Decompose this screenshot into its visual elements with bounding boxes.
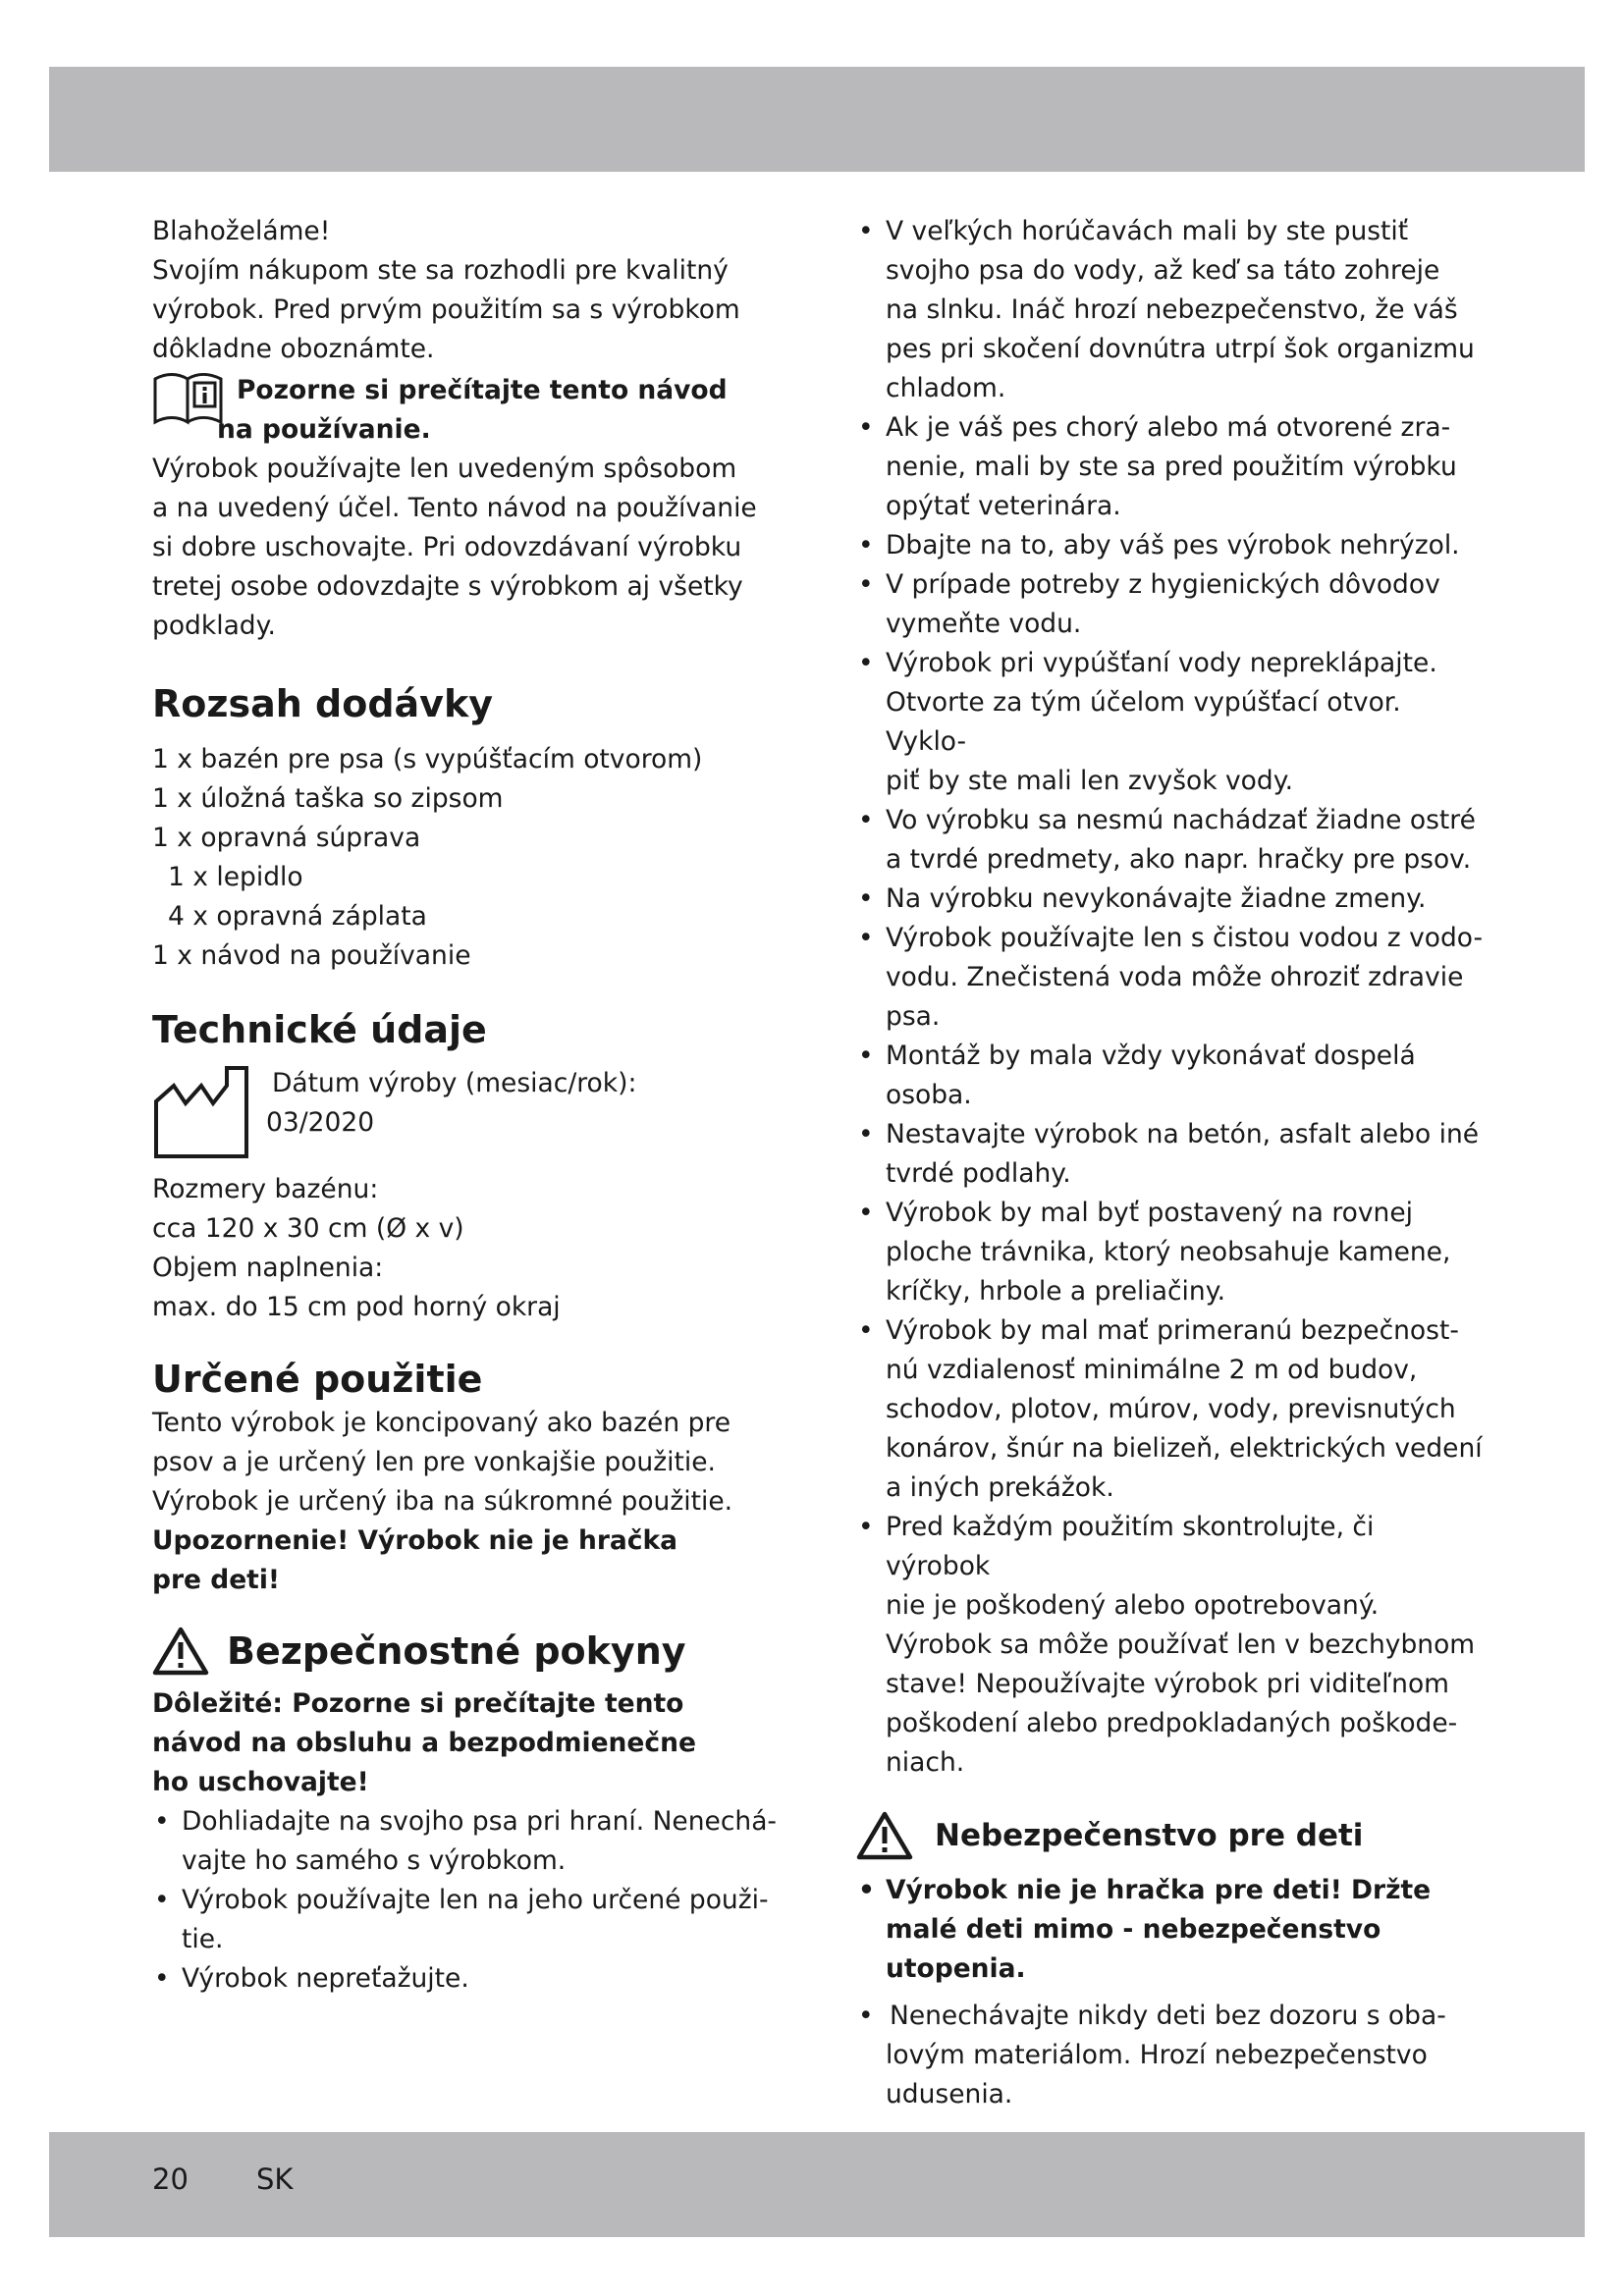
safety-item-line: na slnku. Ináč hrozí nebezpečenstvo, že váš xyxy=(886,294,1458,325)
children-bold-line: utopenia. xyxy=(886,1953,1026,1984)
safety-item-line: pes pri skočení dovnútra utrpí šok organizmu xyxy=(886,334,1475,364)
safety-item-line: • Výrobok nepreťažujte. xyxy=(182,1963,469,1994)
safety-heading: Bezpečnostné pokyny xyxy=(227,1629,686,1673)
children-bold-line: • Výrobok nie je hračka pre deti! Držte xyxy=(886,1875,1432,1905)
safety-item-line: piť by ste mali len zvyšok vody. xyxy=(886,766,1294,796)
safety-heading-row xyxy=(152,1626,781,1677)
safety-item-line: • Pred každým použitím skontrolujte, či výrobok xyxy=(886,1512,1375,1581)
scope-heading: Rozsah dodávky xyxy=(152,682,493,725)
intro-line: výrobok. Pred prvým použitím sa s výrobkom xyxy=(152,294,740,325)
safety-item-line: nie je poškodený alebo opotrebovaný. xyxy=(886,1590,1380,1621)
safety-item-line: • Výrobok by mal mať primeranú bezpečnost- xyxy=(886,1315,1459,1346)
children-heading: Nebezpečenstvo pre deti xyxy=(935,1818,1364,1853)
safety-item xyxy=(856,919,1485,1037)
date-label: Dátum výroby (mesiac/rok): xyxy=(272,1068,637,1098)
safety-item xyxy=(856,1037,1485,1115)
scope-item: 4 x opravná záplata xyxy=(168,901,427,932)
safety-item-line: stave! Nepoužívajte výrobok pri viditeľnom xyxy=(886,1669,1449,1699)
safety-item xyxy=(856,1311,1485,1508)
usage-note-line: a na uvedený účel. Tento návod na používanie xyxy=(152,493,757,523)
safety-item-line: chladom. xyxy=(886,373,1006,403)
safety-item xyxy=(152,1881,781,1959)
intended-use-line: Výrobok je určený iba na súkromné použitie. xyxy=(152,1486,733,1517)
spec-line: cca 120 x 30 cm (Ø x v) xyxy=(152,1213,464,1244)
warning-triangle-icon xyxy=(856,1810,913,1861)
safety-item-line: tvrdé podlahy. xyxy=(886,1158,1071,1189)
usage-note-line: podklady. xyxy=(152,611,276,641)
safety-item-line: poškodení alebo predpokladaných poškode- xyxy=(886,1708,1458,1738)
children-bold-list xyxy=(856,1871,1485,1989)
spec-line: Rozmery bazénu: xyxy=(152,1174,379,1204)
safety-item-line: • Dohliadajte na svojho psa pri hraní. Nenechá- xyxy=(182,1806,777,1837)
safety-item-line: konárov, šnúr na bielizeň, elektrických vedení xyxy=(886,1433,1483,1464)
notice-line: Pozorne si prečítajte tento návod xyxy=(237,375,728,405)
left-column xyxy=(152,212,781,1999)
children-line: udusenia. xyxy=(886,2079,1013,2109)
important-line: návod na obsluhu a bezpodmienečne xyxy=(152,1728,696,1758)
right-safety-list xyxy=(856,212,1485,1783)
usage-note-line: si dobre uschovajte. Pri odovzdávaní výrobku xyxy=(152,532,742,562)
safety-item-line: Otvorte za tým účelom vypúšťací otvor. Vyklo- xyxy=(886,687,1401,757)
safety-item-line: psa. xyxy=(886,1001,941,1032)
safety-item-line: • Výrobok by mal byť postavený na rovnej xyxy=(886,1198,1414,1228)
children-list xyxy=(856,1997,1485,2114)
usage-note-line: Výrobok používajte len uvedeným spôsobom xyxy=(152,454,737,484)
safety-item xyxy=(856,801,1485,880)
safety-item xyxy=(856,526,1485,565)
safety-item-line: niach. xyxy=(886,1747,965,1778)
safety-item-line: ploche trávnika, ktorý neobsahuje kamene, xyxy=(886,1237,1451,1267)
safety-item xyxy=(856,1194,1485,1311)
children-item xyxy=(856,1997,1485,2114)
safety-item-line: • V veľkých horúčavách mali by ste pustiť xyxy=(886,216,1409,246)
safety-item-line: • Vo výrobku sa nesmú nachádzať žiadne ostré xyxy=(886,805,1476,835)
notice-line: na používanie. xyxy=(217,414,431,445)
safety-item xyxy=(856,565,1485,644)
safety-item xyxy=(152,1959,781,1999)
technical-heading: Technické údaje xyxy=(152,1008,487,1051)
safety-item-line: vymeňte vodu. xyxy=(886,609,1082,639)
page-number: 20 xyxy=(152,2163,189,2196)
toy-warning: pre deti! xyxy=(152,1565,281,1595)
spec-line: Objem naplnenia: xyxy=(152,1253,384,1283)
safety-item-line: osoba. xyxy=(886,1080,972,1110)
safety-item-line: opýtať veterinára. xyxy=(886,491,1121,521)
scope-item: 1 x návod na používanie xyxy=(152,940,471,971)
safety-item-line: • Výrobok používajte len s čistou vodou z vodo- xyxy=(886,923,1484,953)
warning-triangle-icon xyxy=(152,1626,209,1677)
children-heading-row xyxy=(856,1810,1485,1861)
intro-line: Svojím nákupom ste sa rozhodli pre kvalitný xyxy=(152,255,729,286)
safety-item-line: kríčky, hrbole a preliačiny. xyxy=(886,1276,1226,1307)
safety-item xyxy=(856,880,1485,919)
language-code: SK xyxy=(256,2163,294,2196)
header-bar xyxy=(49,67,1585,172)
safety-item-line: • Montáž by mala vždy vykonávať dospelá xyxy=(886,1041,1416,1071)
safety-item xyxy=(856,212,1485,408)
safety-item-line: vodu. Znečistená voda môže ohroziť zdravie xyxy=(886,962,1464,992)
left-safety-list xyxy=(152,1802,781,1999)
spec-line: max. do 15 cm pod horný okraj xyxy=(152,1292,561,1322)
factory-icon xyxy=(152,1064,250,1160)
safety-item-line: nú vzdialenosť minimálne 2 m od budov, xyxy=(886,1355,1418,1385)
manufacture-date xyxy=(152,1064,781,1160)
intro-line: dôkladne oboznámte. xyxy=(152,334,435,364)
safety-item-line: Výrobok sa môže používať len v bezchybnom xyxy=(886,1629,1476,1660)
safety-item-line: schodov, plotov, múrov, vody, previsnutých xyxy=(886,1394,1456,1424)
scope-item: 1 x úložná taška so zipsom xyxy=(152,783,504,814)
safety-item-line: vajte ho samého s výrobkom. xyxy=(182,1845,567,1876)
safety-item-line: • Nestavajte výrobok na betón, asfalt alebo iné xyxy=(886,1119,1480,1149)
right-column xyxy=(856,212,1485,2114)
intro-greeting: Blahoželáme! xyxy=(152,216,331,246)
safety-item-line: • Výrobok používajte len na jeho určené použi- xyxy=(182,1885,769,1915)
safety-item xyxy=(152,1802,781,1881)
safety-item xyxy=(856,1508,1485,1783)
children-bold-item xyxy=(856,1871,1485,1989)
important-line: ho uschovajte! xyxy=(152,1767,369,1797)
intended-use-line: psov a je určený len pre vonkajšie použitie. xyxy=(152,1447,716,1477)
safety-item-line: a tvrdé predmety, ako napr. hračky pre psov. xyxy=(886,844,1472,875)
safety-item-line: tie. xyxy=(182,1924,224,1954)
safety-item xyxy=(856,644,1485,801)
toy-warning: Upozornenie! Výrobok nie je hračka xyxy=(152,1525,678,1556)
intended-use-line: Tento výrobok je koncipovaný ako bazén pre xyxy=(152,1408,731,1438)
children-bold-line: malé deti mimo - nebezpečenstvo xyxy=(886,1914,1381,1945)
safety-item xyxy=(856,1115,1485,1194)
safety-item-line: a iných prekážok. xyxy=(886,1472,1114,1503)
scope-item: 1 x opravná súprava xyxy=(152,823,421,853)
scope-item: 1 x lepidlo xyxy=(168,862,303,892)
usage-note-line: tretej osobe odovzdajte s výrobkom aj všetky xyxy=(152,571,743,602)
read-manual-notice xyxy=(152,371,781,450)
safety-item-line: • Ak je váš pes chorý alebo má otvorené zra- xyxy=(886,412,1451,443)
date-value: 03/2020 xyxy=(266,1107,375,1138)
scope-item: 1 x bazén pre psa (s vypúšťacím otvorom) xyxy=(152,744,703,774)
safety-item xyxy=(856,408,1485,526)
safety-item-line: • Na výrobku nevykonávajte žiadne zmeny. xyxy=(886,883,1427,914)
important-line: Dôležité: Pozorne si prečítajte tento xyxy=(152,1688,684,1719)
safety-item-line: svojho psa do vody, až keď sa táto zohreje xyxy=(886,255,1440,286)
safety-item-line: • Výrobok pri vypúšťaní vody nepreklápajte. xyxy=(886,648,1437,678)
safety-item-line: • V prípade potreby z hygienických dôvodov xyxy=(886,569,1440,600)
safety-item-line: • Dbajte na to, aby váš pes výrobok nehrýzol. xyxy=(886,530,1460,561)
children-line: • Nenechávajte nikdy deti bez dozoru s oba- xyxy=(890,2001,1446,2031)
children-line: lovým materiálom. Hrozí nebezpečenstvo xyxy=(886,2040,1428,2070)
intended-use-heading: Určené použitie xyxy=(152,1358,483,1401)
safety-item-line: nenie, mali by ste sa pred použitím výrobku xyxy=(886,452,1457,482)
